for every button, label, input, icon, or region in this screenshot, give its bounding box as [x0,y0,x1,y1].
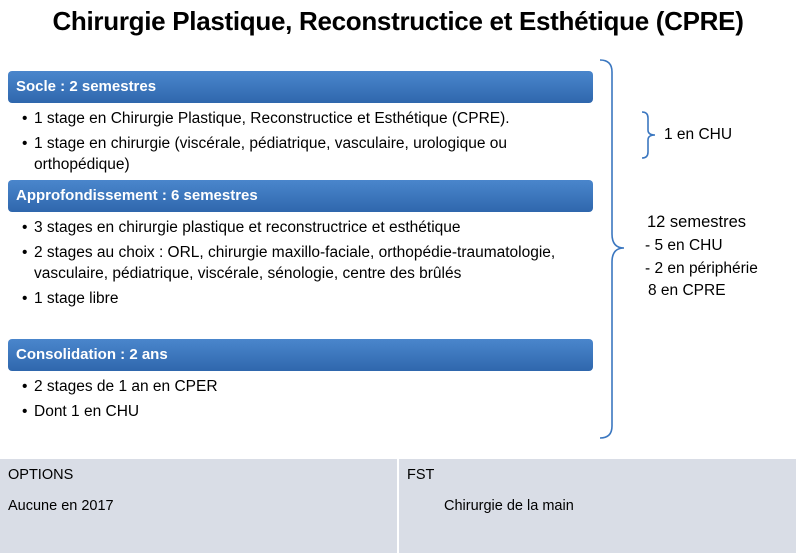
total-brace-icon [598,58,626,440]
fst-value: Chirurgie de la main [444,498,574,514]
list-item: • 1 stage en chirurgie (viscérale, pédiatrique, vasculaire, urologique ou orthopédique) [22,133,564,175]
total-line-cpre: 8 en CPRE [648,282,726,299]
options-header: OPTIONS [8,467,74,483]
consolidation-list [22,376,582,426]
total-line-chu: - 5 en CHU [645,237,723,254]
list-item: • 1 stage libre [22,288,582,309]
section-header-approfondissement: Approfondissement : 6 semestres [8,180,593,212]
socle-list [22,108,582,179]
list-item: • 1 stage en Chirurgie Plastique, Reconstructice et Esthétique (CPRE). [22,108,582,129]
total-line-peripherie: - 2 en périphérie [645,260,758,277]
column-divider [397,459,399,553]
list-item: • 3 stages en chirurgie plastique et reconstructrice et esthétique [22,217,582,238]
page-title: Chirurgie Plastique, Reconstructice et Esthétique (CPRE) [52,6,744,36]
options-column [0,459,397,553]
small-brace-icon [640,110,658,160]
section-header-consolidation: Consolidation : 2 ans [8,339,593,371]
fst-column [399,459,796,553]
list-item: • 2 stages de 1 an en CPER [22,376,582,397]
list-item: • 2 stages au choix : ORL, chirurgie maxillo-faciale, orthopédie-traumatologie, vasculaire, pédiatrique, viscérale, sénologie, centre des brûlés [22,242,559,284]
chu-note: 1 en CHU [664,126,733,143]
total-semesters: 12 semestres [647,213,747,231]
section-header-socle: Socle : 2 semestres [8,71,593,103]
options-value: Aucune en 2017 [8,498,114,514]
approfondissement-list [22,217,582,313]
list-item: • Dont 1 en CHU [22,401,582,422]
fst-header: FST [407,467,435,483]
